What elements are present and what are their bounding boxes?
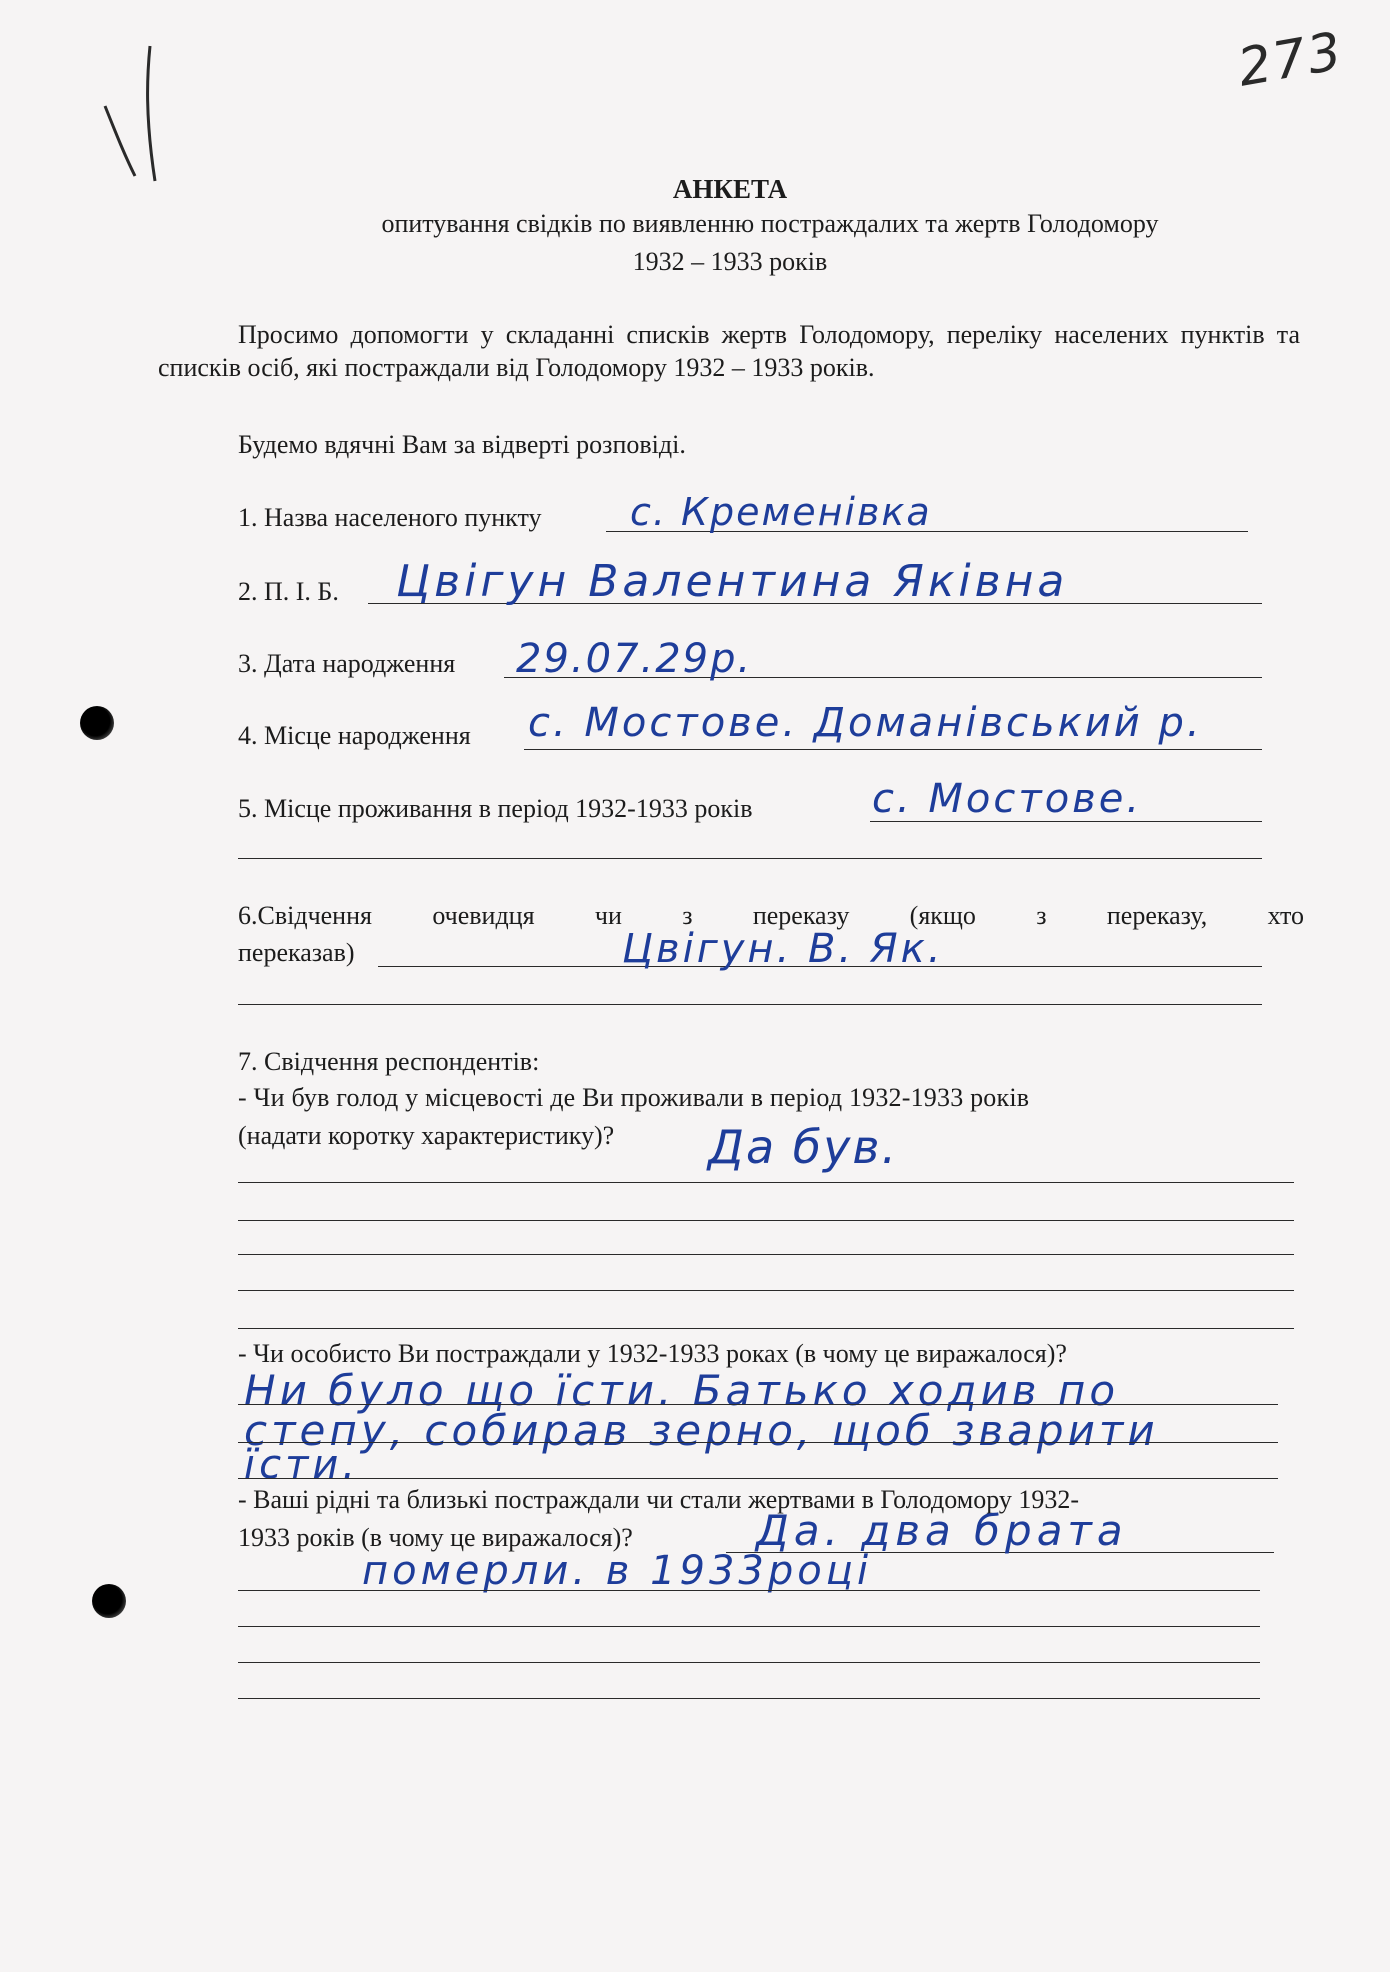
form-years: 1932 – 1933 років [632,247,828,276]
birth-place-line [524,749,1262,750]
page-number: 273 [1233,21,1348,99]
q2-line-b [238,1442,1278,1443]
q1-answer: Да був. [708,1120,899,1174]
intro-thanks: Будемо вдячні Вам за відверті розповіді. [238,430,686,459]
check-mark-icon [95,36,175,186]
q2-line1: - Чи особисто Ви постраждали у 1932-1933 роках (в чому це виражалося)? [238,1339,1067,1368]
testimony-source-label: 6.Свідчення очевидця чи з переказу (якщо з переказу, хто [238,901,1304,930]
q2-answer-line1: Ни було що їсти. Батько ходив по [244,1366,1120,1415]
full-name-value: Цвігун Валентина Яківна [396,556,1069,607]
q2-answer-line3: їсти. [244,1442,360,1488]
residence-label: 5. Місце проживання в період 1932-1933 років [238,794,753,823]
birth-place-label: 4. Місце народження [238,721,471,750]
intro-request: Просимо допомогти у складанні списків жертв Голодомору, переліку населених пунктів та списків осіб, які постраждали від Голодомору 1932 – 1933 років. [158,320,1300,382]
q3-line-e [238,1698,1260,1699]
testimony-source-label-cont: переказав) [238,938,355,967]
q1-line-d [238,1290,1294,1291]
binder-hole [92,1584,126,1618]
q2-line-a [238,1404,1278,1405]
settlement-value: с. Кременівка [630,490,932,534]
testimony-source-line-2 [238,1004,1262,1005]
residence-value: с. Мостове. [872,776,1143,822]
q3-line2: 1933 років (в чому це виражалося)? [238,1523,633,1552]
q1-line1: - Чи був голод у місцевості де Ви проживали в період 1932-1933 років [238,1083,1030,1112]
birth-place-value: с. Мостове. Доманівський р. [528,700,1203,746]
q1-line-c [238,1254,1294,1255]
binder-hole [80,706,114,740]
q3-line1: - Ваші рідні та близькі постраждали чи стали жертвами в Голодомору 1932- [238,1485,1080,1514]
section7-title: 7. Свідчення респондентів: [238,1047,540,1076]
settlement-label: 1. Назва населеного пункту [238,503,542,532]
birth-date-value: 29.07.29р. [516,636,753,682]
form-title: АНКЕТА [672,174,788,204]
q1-line-e [238,1328,1294,1329]
testimony-source-value: Цвігун. В. Як. [622,926,944,972]
q1-line-b [238,1220,1294,1221]
q1-line-a [238,1182,1294,1183]
birth-date-label: 3. Дата народження [238,649,456,678]
q3-answer-line2: померли. в 1933році [362,1548,873,1594]
q2-answer-line2: степу, собирав зерно, щоб зварити [244,1406,1159,1455]
form-subtitle: опитування свідків по виявленню постраждалих та жертв Голодомору [381,209,1159,238]
q2-line-c [238,1478,1278,1479]
q3-line-c [238,1626,1260,1627]
residence-line-2 [238,858,1262,859]
full-name-label: 2. П. І. Б. [238,577,339,606]
q3-line-b [238,1590,1260,1591]
q1-line2: (надати коротку характеристику)? [238,1121,615,1150]
q3-line-d [238,1662,1260,1663]
q3-answer-line1: Да. два брата [756,1506,1128,1555]
